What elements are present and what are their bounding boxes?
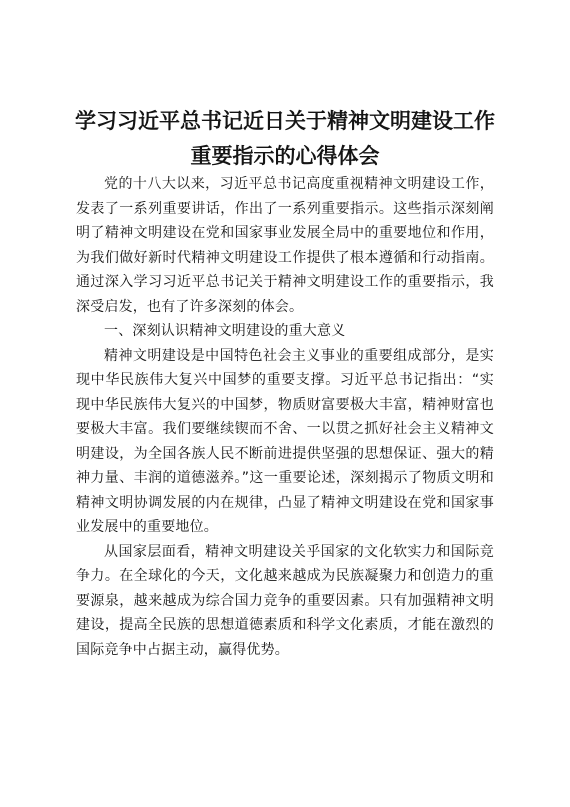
document-title-line-1: 学习习近平总书记近日关于精神文明建设工作 [75,109,495,133]
document-body [76,172,494,662]
paragraph-significance: 精神文明建设是中国特色社会主义事业的重要组成部分，是实现中华民族伟大复兴中国梦的重要支撑。习近平总书记指出：“实现中华民族伟大复兴的中国梦，物质财富要极大丰富，精神财富也要极大丰富。我们要继续锲而不舍、一以贯之抓好社会主义精神文明建设，为全国各族人民不断前进提供坚强的思想保证、强大的精神力量、丰润的道德滋养。”这一重要论述，深刻揭示了物质文明和精神文明协调发展的内在规律，凸显了精神文明建设在党和国家事业发展中的重要地位。 [76,347,494,535]
paragraph-intro: 党的十八大以来，习近平总书记高度重视精神文明建设工作，发表了一系列重要讲话，作出了一系列重要指示。这些指示深刻阐明了精神文明建设在党和国家事业发展全局中的重要地位和作用，为我们做好新时代精神文明建设工作提供了根本遵循和行动指南。通过深入学习习近平总书记关于精神文明建设工作的重要指示，我深受启发，也有了许多深刻的体会。 [76,176,494,315]
document-title-line-2: 重要指示的心得体会 [190,144,380,168]
section-heading-1: 一、深刻认识精神文明建设的重大意义 [104,323,346,339]
paragraph-national-level: 从国家层面看，精神文明建设关乎国家的文化软实力和国际竞争力。在全球化的今天，文化越来越成为民族凝聚力和创造力的重要源泉，越来越成为综合国力竞争的重要因素。只有加强精神文明建设，提高全民族的思想道德素质和科学文化素质，才能在激烈的国际竞争中占据主动，赢得优势。 [76,543,494,658]
